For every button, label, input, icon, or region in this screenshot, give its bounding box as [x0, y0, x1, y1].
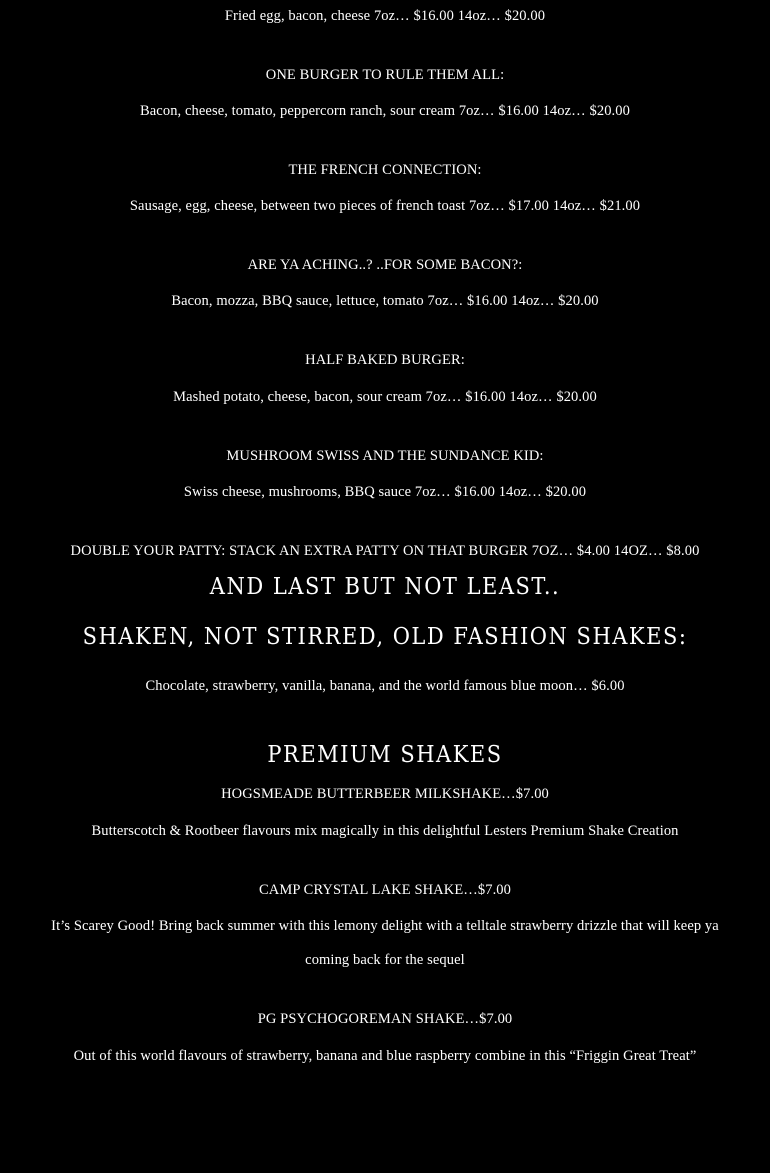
- menu-item-title: HALF BAKED BURGER:: [305, 352, 465, 368]
- menu-item-title: ARE YA ACHING..? ..FOR SOME BACON?:: [247, 257, 523, 273]
- premium-shake-description: It’s Scarey Good! Bring back summer with this lemony delight with a telltale strawberry drizzle that will keep ya coming back for the sequel: [51, 918, 719, 968]
- premium-shake-title: CAMP CRYSTAL LAKE SHAKE…$7.00: [258, 882, 512, 898]
- menu-item-description: Sausage, egg, cheese, between two pieces of french toast 7oz… $17.00 14oz… $21.00: [129, 198, 641, 214]
- menu-item-description: Fried egg, bacon, cheese 7oz… $16.00 14oz… $20.00: [224, 8, 546, 24]
- menu-item-description: Bacon, mozza, BBQ sauce, lettuce, tomato 7oz… $16.00 14oz… $20.00: [171, 293, 599, 309]
- classic-shakes-description: Chocolate, strawberry, vanilla, banana, and the world famous blue moon… $6.00: [145, 678, 625, 694]
- premium-shakes-heading: PREMIUM SHAKES: [267, 740, 503, 768]
- menu-item-description: Swiss cheese, mushrooms, BBQ sauce 7oz… $16.00 14oz… $20.00: [183, 484, 587, 500]
- menu-item-description: Bacon, cheese, tomato, peppercorn ranch, sour cream 7oz… $16.00 14oz… $20.00: [140, 103, 630, 119]
- double-patty-addon: DOUBLE YOUR PATTY: STACK AN EXTRA PATTY ON THAT BURGER 7OZ… $4.00 14OZ… $8.00: [70, 543, 700, 559]
- menu-item-title: MUSHROOM SWISS AND THE SUNDANCE KID:: [226, 448, 544, 464]
- section-heading-last: AND LAST BUT NOT LEAST..: [209, 572, 561, 600]
- premium-shake-description: Butterscotch & Rootbeer flavours mix magically in this delightful Lesters Premium Shake Creation: [91, 823, 679, 839]
- premium-shake-title: HOGSMEADE BUTTERBEER MILKSHAKE…$7.00: [221, 786, 549, 802]
- menu-item-title: THE FRENCH CONNECTION:: [288, 162, 482, 178]
- premium-shake-title: PG PSYCHOGOREMAN SHAKE…$7.00: [257, 1011, 513, 1027]
- menu-item-description: Mashed potato, cheese, bacon, sour cream 7oz… $16.00 14oz… $20.00: [173, 389, 597, 405]
- premium-shake-description: Out of this world flavours of strawberry, banana and blue raspberry combine in this “Friggin Great Treat”: [73, 1048, 697, 1064]
- section-heading-shakes: SHAKEN, NOT STIRRED, OLD FASHION SHAKES:: [82, 622, 688, 650]
- menu-item-title: ONE BURGER TO RULE THEM ALL:: [265, 67, 505, 83]
